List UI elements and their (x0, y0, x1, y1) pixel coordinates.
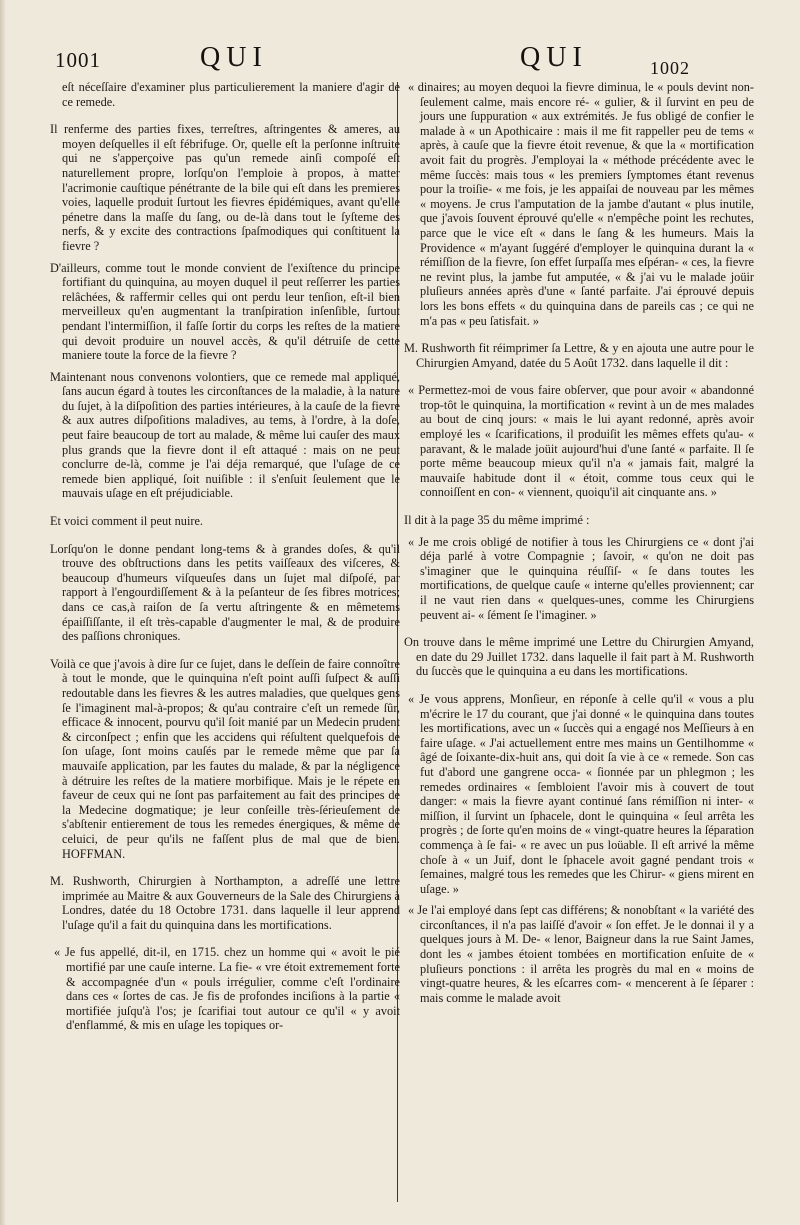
right-page-number: 1002 (650, 58, 690, 78)
paragraph: On trouve dans le même imprimé une Lettre du Chirurgien Amyand, en date du 29 Juillet 1732. dans laquelle il fait part à M. Rushworth du ſuccès que le quinquina a eu dans les mortifications. (404, 635, 754, 679)
quoted-paragraph: « Je l'ai employé dans ſept cas différens; & nonobſtant « la variété des circonſtances, il n'a pas laiſſé d'avoir « ſon effet. Je le donnai il y a quelques jours à M. De- « lenor, Baigneur dans la rue Saint James, dont les « jambes étoient tombées en mortification enſuite de « pluſieurs ponctions : il arrêta les progrès du mal en « moins de vingt-quatre heures, & les eſcarres com- « mencerent à ſe ſéparer : mais comme le malade avoit (408, 903, 754, 1005)
paragraph: Il dit à la page 35 du même imprimé : (404, 513, 590, 528)
page-gutter-shadow (0, 0, 6, 1225)
paragraph: M. Rushworth fit réimprimer ſa Lettre, & y en ajouta une autre pour le Chirurgien Amyand, datée du 5 Août 1732. dans laquelle il dit : (404, 341, 754, 370)
quoted-paragraph: « Je vous apprens, Monſieur, en réponſe à celle qu'il « vous a plu m'écrire le 17 du courant, que j'ai donné « le quinquina dans toutes les mortifications, avec un « ſuccès qui a engagé nos Meſſieurs à en faire uſage. « J'ai actuellement entre mes mains un Gentilhomme « âgé de ſoixante-dix-huit ans, qui doit ſa vie à ce « remede. Son cas fut d'abord une gangrene occa- « ſionnée par un phlegmon ; les remedes ordinaires « ſembloient l'avoir mis à couvert de tout danger: « mais la fievre ayant continué ſans rémiſſion ni inter- « miſſion, il ſurvint un ſphacele, dont le quinquina « ſeul arrêta les progrès ; de ſorte qu'en moins de « vingt-quatre heures la ſéparation commença à ſe fai- « re avec un pus loüable. Il eſt arrivé la même choſe à « un Juif, dont le ſphacele avoit gagné pendant trois « ſemaines, malgré tous les remedes que les Chirur- « giens mirent en uſage. » (408, 691, 754, 896)
left-page-number: 1001 (55, 48, 101, 72)
paragraph: eſt néceſſaire d'examiner plus particulierement la maniere d'agir de ce remede. (62, 80, 400, 109)
quoted-paragraph: « Je me crois obligé de notifier à tous les Chirurgiens ce « dont j'ai déja parlé à votre Compagnie ; ſavoir, « qu'on ne doit pas s'imaginer que le quinquina réuſſiſ- « ſe dans toutes les mortifications, de quelque cauſe « interne qu'elles proviennent; car il ne vaut rien dans « quelques-unes, comme les Chirurgiens peuvent ai- « ſément ſe l'imaginer. » (408, 534, 754, 622)
paragraph: Voilà ce que j'avois à dire ſur ce ſujet, dans le deſſein de faire connoître à tout le monde, que le quinquina n'eſt point auſſi ſuſpect & auſſi redoutable dans les fievres & les autres maladies, que quelques gens ſe l'imaginent mal-à-propos; & qu'au contraire c'eſt un remede ſûr, efficace & innocent, pourvu qu'il ſoit manié par un Medecin prudent & circonſpect ; enfin que les accidens qui réſultent quelquefois de ſon uſage, ſont moins cauſés par le remede même que par ſa mauvaiſe application, par les fautes du malade, & par la négligence à détruire les reſtes de la matiere morbifique. Mais je le répete en faveur de ceux qui ne ſont pas parfaitement au fait des principes de la Medecine dogmatique; je leur conſeille très-ſérieuſement de s'abſtenir entierement de tous les remedes énergiques, & même de celuici, de peur qu'ils ne faſſent plus de mal que de bien. HOFFMAN. (50, 656, 400, 861)
quoted-paragraph: « dinaires; au moyen dequoi la fievre diminua, le « pouls devint non-ſeulement calme, mais encore ré- « gulier, & il ſurvint en peu de jours une ſuppuration « aux extrémités. Je fus obligé de confier le malade à « un Apothicaire : mais il me fit rappeller peu de tems « après, à cauſe que la fievre étoit revenue, & que la « mortification avoit fait du progrès. J'employai la « méthode précédente avec le même ſuccès: mais tous « les premiers ſymptomes étant revenus pour la troiſie- « me fois, je les appaiſai de nouveau par les mêmes « moyens. Je crus l'amputation de la jambe d'autant « plus inutile, que j'avois ſouvent éprouvé qu'elle « n'empêche point les rechutes, parce que le vice eſt « dans le ſang & les humeurs. Mais la Providence « m'ayant ſuggéré d'employer le quinquina durant la « rémiſſion de la fievre, ſon effet ſurpaſſa mes eſpéran- « ces, la fievre ne revint plus, la jambe fut amputée, « & j'ai vu le malade joüir pluſieurs années après d'une « ſanté parfaite. J'ai éprouvé depuis lors les bons effets « du quinquina dans de pareils cas ; ce qui ne m'a pas « peu ſatisfait. » (408, 80, 754, 328)
quoted-paragraph: « Permettez-moi de vous faire obſerver, que pour avoir « abandonné trop-tôt le quinquina, la mortification « revint à un de mes malades au bout de cinq jours: « mais le lui ayant redonné, après avoir employé les « ſcarifications, il produiſit les mêmes effets qu'au- « paravant, & le malade joüit aujourd'hui d'une ſanté « parfaite. Il ſe porte même beaucoup mieux qu'il n'a « jamais fait, malgré la mauvaiſe habitude dont il « étoit, comme tous ceux qui le connoiſſent en con- « viennent, quoiqu'il ait cinquante ans. » (408, 383, 754, 500)
right-running-title: QUI (520, 42, 588, 73)
quoted-paragraph: « Je fus appellé, dit-il, en 1715. chez un homme qui « avoit le pié mortifié par une cauſe interne. La fie- « vre étoit extremement forte & accompagnée d'un « pouls irrégulier, comme c'eſt l'ordinaire dans ces « ſortes de cas. Je fis de profondes inciſions à la partie « mortifiée juſqu'à l'os; je ſcarifiai tout autour ce qu'il « y avoit d'enflammé, & mis en uſage les topiques or- (54, 945, 400, 1033)
left-running-title: QUI (200, 42, 268, 73)
paragraph: Maintenant nous convenons volontiers, que ce remede mal appliqué, ſans aucun égard à toutes les circonſtances de la maladie, à la nature du ſujet, à la diſpoſition des parties intérieures, à la cauſe de la fievre & aux autres diſpoſitions maladives, au tems, à l'ordre, à la doſe, peut faire beaucoup de tort au malade, & même lui cauſer des maux plus grands que la fievre dont il eſt attaqué : mais on ne peut conclurre de-là, comme je l'ai déja remarqué, que l'uſage de ce remede bien appliqué, ſoit nuiſible : il s'enſuit ſeulement que le mauvais uſage en eſt préjudiciable. (50, 369, 400, 501)
paragraph: Il renferme des parties fixes, terreſtres, aſtringentes & ameres, au moyen deſquelles il eſt fébrifuge. Or, quelle eſt la perſonne inſtruite qui ne s'apperçoive pas qu'un remede ainſi compoſé eſt naturellement propre, lorſqu'on l'emploie à propos, à matter l'acrimonie cauſtique pénétrante de la bile qui eſt dans les premieres voies, laquelle produit ſurtout les fievres épidémiques, avant qu'elle pénetre dans la maſſe du ſang, ou de-là dans tout le ſyſteme des nerfs, & y excite des contractions ſpaſmodiques qui conſtituent la fievre ? (50, 122, 400, 253)
paragraph: Lorſqu'on le donne pendant long-tems & à grandes doſes, & qu'il trouve des obſtructions dans les petits vaiſſeaux des viſceres, & beaucoup d'humeurs viſqueuſes dans un ſujet mal diſpoſé, par rapport à l'engourdiſſement & à la peſanteur de ſes fibres motrices; dans ce cas,à raiſon de ſa vertu aſtringente & en mêmetems épaiſſiſſante, il eſt très-capable d'augmenter le mal, & de produire des paſſions chroniques. (50, 541, 400, 644)
paragraph: D'ailleurs, comme tout le monde convient de l'exiſtence du principe fortifiant du quinquina, au moyen duquel il peut reſſerrer les parties relâchées, & raffermir celles qui ont perdu leur tenſion, eſt-il bien merveilleux qu'en augmentant la tranſpiration inſenſible, ſurtout pendant l'intermiſſion, il faſſe ſortir du corps les reſtes de la matiere qui devoit produire un nouvel accès, & qu'il détruiſe de cette maniere toute la force de la fievre ? (50, 260, 400, 363)
paragraph: M. Rushworth, Chirurgien à Northampton, a adreſſé une lettre imprimée au Maitre & aux Gouverneurs de la Sale des Chirurgiens à Londres, datée du 18 Octobre 1731. dans laquelle il leur apprend l'uſage qu'il a fait du quinquina dans les mortifications. (50, 874, 400, 932)
paragraph: Et voici comment il peut nuire. (50, 514, 203, 529)
right-text-column (404, 80, 754, 1205)
left-text-column (50, 80, 400, 1205)
